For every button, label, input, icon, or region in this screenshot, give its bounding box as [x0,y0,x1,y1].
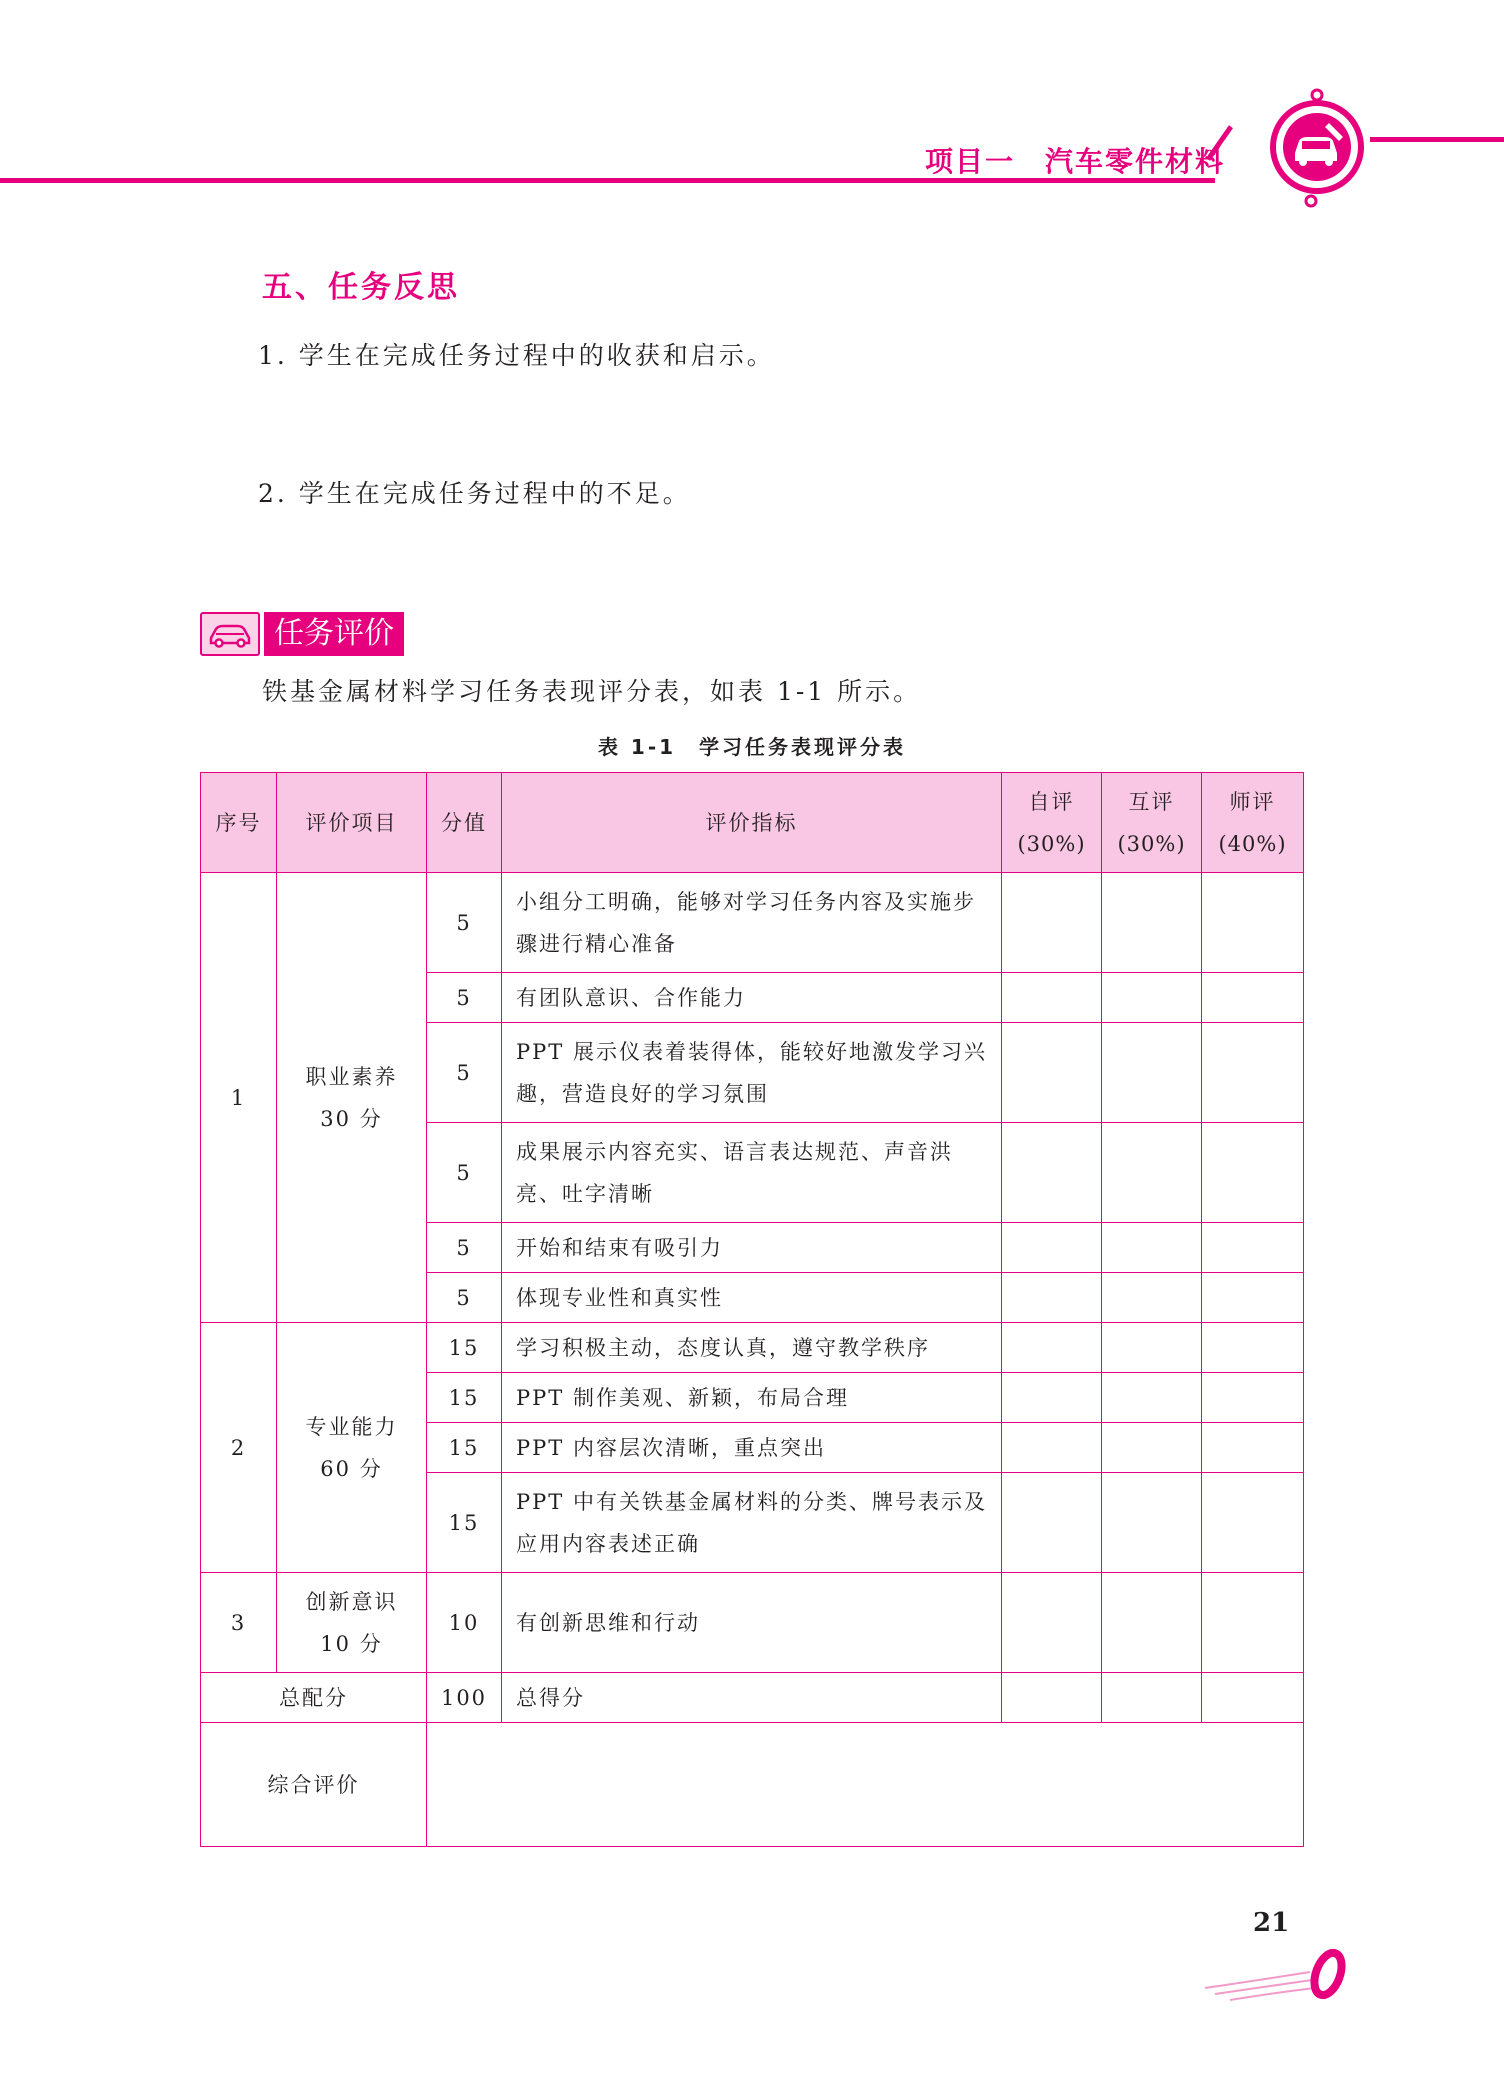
teacher-score-cell[interactable] [1202,1123,1304,1223]
self-score-cell[interactable] [1002,1123,1102,1223]
row-score: 10 [427,1573,502,1673]
evaluation-banner-label: 任务评价 [264,612,404,656]
group-item [277,1323,427,1573]
peer-score-cell[interactable] [1102,873,1202,973]
group-item-score: 10 分 [320,1631,383,1656]
self-score-cell[interactable] [1002,1273,1102,1323]
teacher-score-cell[interactable] [1202,1473,1304,1573]
group-item-score: 30 分 [320,1106,383,1131]
peer-score-cell[interactable] [1102,1423,1202,1473]
overall-label: 综合评价 [201,1723,427,1847]
teacher-score-cell[interactable] [1202,1273,1304,1323]
total-row [201,1673,1304,1723]
peer-score-cell[interactable] [1102,1323,1202,1373]
header-peer-label: 互评 [1128,789,1175,814]
peer-score-cell[interactable] [1102,1273,1202,1323]
row-indicator: 学习积极主动，态度认真，遵守教学秩序 [502,1323,1002,1373]
teacher-score-cell[interactable] [1202,1423,1304,1473]
group-item-score: 60 分 [320,1456,383,1481]
row-score: 5 [427,1123,502,1223]
self-score-cell[interactable] [1002,1473,1102,1573]
row-score: 15 [427,1323,502,1373]
header-peer-pct: (30%) [1117,831,1186,856]
section-title: 五、任务反思 [262,270,460,305]
teacher-score-cell[interactable] [1202,1223,1304,1273]
self-score-cell[interactable] [1002,973,1102,1023]
evaluation-table [200,772,1304,1847]
row-score: 5 [427,1273,502,1323]
peer-score-cell[interactable] [1102,1123,1202,1223]
peer-score-cell[interactable] [1102,1023,1202,1123]
header-peer [1102,773,1202,873]
group-item-label: 创新意识 [305,1589,398,1614]
row-indicator: PPT 展示仪表着装得体，能较好地激发学习兴趣，营造良好的学习氛围 [502,1023,1002,1123]
table-caption: 表 1-1 学习任务表现评分表 [597,735,907,759]
teacher-total-cell[interactable] [1202,1673,1304,1723]
reflection-item-1: 1. 学生在完成任务过程中的收获和启示。 [258,341,775,370]
row-indicator: PPT 制作美观、新颖，布局合理 [502,1373,1002,1423]
header-item: 评价项目 [277,773,427,873]
header-rule-right [1370,137,1504,142]
table-header-row [201,773,1304,873]
group-no: 2 [201,1323,277,1573]
evaluation-intro: 铁基金属材料学习任务表现评分表，如表 1-1 所示。 [262,677,922,706]
header-self-pct: (30%) [1017,831,1086,856]
self-score-cell[interactable] [1002,1423,1102,1473]
self-score-cell[interactable] [1002,1323,1102,1373]
header-no: 序号 [201,773,277,873]
peer-score-cell[interactable] [1102,1373,1202,1423]
overall-row [201,1723,1304,1847]
row-indicator: PPT 中有关铁基金属材料的分类、牌号表示及应用内容表述正确 [502,1473,1002,1573]
row-indicator: 开始和结束有吸引力 [502,1223,1002,1273]
row-indicator: 体现专业性和真实性 [502,1273,1002,1323]
car-wrench-icon [1255,85,1380,210]
header-teacher-label: 师评 [1229,789,1276,814]
peer-score-cell[interactable] [1102,1573,1202,1673]
page-number: 21 [1253,1908,1290,1938]
row-score: 15 [427,1473,502,1573]
total-score: 100 [427,1673,502,1723]
row-score: 5 [427,1023,502,1123]
group-no: 1 [201,873,277,1323]
row-indicator: PPT 内容层次清晰，重点突出 [502,1423,1002,1473]
header-self-label: 自评 [1028,789,1075,814]
header-score: 分值 [427,773,502,873]
peer-score-cell[interactable] [1102,1473,1202,1573]
row-score: 5 [427,1223,502,1273]
peer-score-cell[interactable] [1102,1223,1202,1273]
peer-total-cell[interactable] [1102,1673,1202,1723]
header-self [1002,773,1102,873]
reflection-item-2: 2. 学生在完成任务过程中的不足。 [258,479,691,508]
row-score: 15 [427,1373,502,1423]
peer-score-cell[interactable] [1102,973,1202,1023]
self-score-cell[interactable] [1002,1023,1102,1123]
total-indicator: 总得分 [502,1673,1002,1723]
teacher-score-cell[interactable] [1202,1323,1304,1373]
total-label: 总配分 [201,1673,427,1723]
header-teacher [1202,773,1304,873]
car-icon [200,612,260,656]
row-indicator: 有创新思维和行动 [502,1573,1002,1673]
group-item [277,1573,427,1673]
self-score-cell[interactable] [1002,1573,1102,1673]
teacher-score-cell[interactable] [1202,1023,1304,1123]
self-score-cell[interactable] [1002,1373,1102,1423]
teacher-score-cell[interactable] [1202,1373,1304,1423]
group-item [277,873,427,1323]
group-item-label: 职业素养 [305,1064,398,1089]
group-no: 3 [201,1573,277,1673]
row-score: 15 [427,1423,502,1473]
overall-comment-cell[interactable] [427,1723,1304,1847]
row-indicator: 小组分工明确，能够对学习任务内容及实施步骤进行精心准备 [502,873,1002,973]
self-total-cell[interactable] [1002,1673,1102,1723]
teacher-score-cell[interactable] [1202,873,1304,973]
row-indicator: 有团队意识、合作能力 [502,973,1002,1023]
header-teacher-pct: (40%) [1218,831,1287,856]
page-swoosh-decoration [1200,1946,1350,2006]
table-row [201,1573,1304,1673]
table-row [201,1323,1304,1373]
table-row [201,873,1304,973]
row-score: 5 [427,973,502,1023]
self-score-cell[interactable] [1002,873,1102,973]
teacher-score-cell[interactable] [1202,973,1304,1023]
header-indicator: 评价指标 [502,773,1002,873]
row-indicator: 成果展示内容充实、语言表达规范、声音洪亮、吐字清晰 [502,1123,1002,1223]
header-title: 项目一 汽车零件材料 [925,145,1226,178]
evaluation-banner [200,612,404,656]
row-score: 5 [427,873,502,973]
teacher-score-cell[interactable] [1202,1573,1304,1673]
group-item-label: 专业能力 [305,1414,398,1439]
self-score-cell[interactable] [1002,1223,1102,1273]
